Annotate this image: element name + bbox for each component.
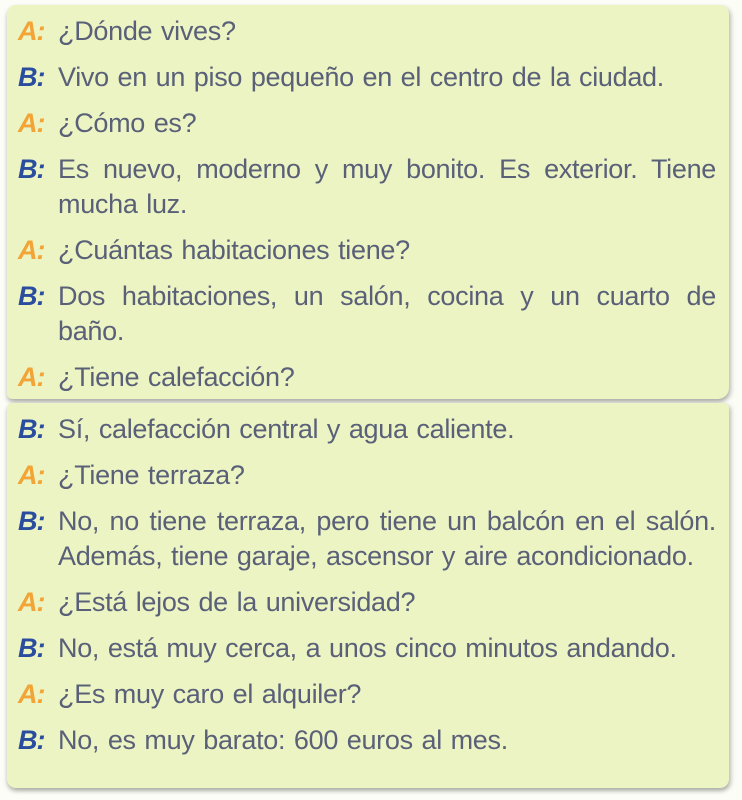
dialogue-turn [18,106,716,141]
dialogue-turn [18,631,716,666]
dialogue-turn [18,723,716,758]
turn-text: ¿Es muy caro el alquiler? [58,679,362,709]
turn-text: ¿Está lejos de la universidad? [58,587,416,617]
speaker-b-label: B: [18,281,45,311]
dialogue-turn [18,152,716,222]
speaker-b-label: B: [18,633,45,663]
speaker-b-label: B: [18,506,45,536]
dialogue-turn [18,585,716,620]
dialogue-turn [18,233,716,268]
dialogue-turn [18,677,716,712]
dialogue-turn [18,60,716,95]
turn-text: Es nuevo, moderno y muy bonito. Es exterior. Tiene mucha luz. [58,154,716,219]
turn-text: No, es muy barato: 600 euros al mes. [58,725,508,755]
speaker-a-label: A: [18,16,45,46]
turn-text: ¿Tiene terraza? [58,460,245,490]
speaker-b-label: B: [18,414,45,444]
speaker-b-label: B: [18,725,45,755]
dialogue-turn [18,360,716,395]
dialogue-turn [18,279,716,349]
speaker-a-label: A: [18,460,45,490]
turn-text: Dos habitaciones, un salón, cocina y un cuarto de baño. [58,281,716,346]
turn-text: Vivo en un piso pequeño en el centro de la ciudad. [58,62,664,92]
speaker-a-label: A: [18,108,45,138]
speaker-a-label: A: [18,235,45,265]
turn-text: No, está muy cerca, a unos cinco minutos andando. [58,633,677,663]
dialogue-card-bottom [7,403,729,788]
speaker-a-label: A: [18,362,45,392]
turn-text: ¿Tiene calefacción? [58,362,295,392]
speaker-b-label: B: [18,154,45,184]
dialogue-turn [18,412,716,447]
speaker-a-label: A: [18,679,45,709]
turn-text: Sí, calefacción central y agua caliente. [58,414,515,444]
dialogue-turn [18,458,716,493]
turn-text: No, no tiene terraza, pero tiene un balcón en el salón. Además, tiene garaje, ascensor y aire acondicionado. [58,506,716,571]
speaker-b-label: B: [18,62,45,92]
speaker-a-label: A: [18,587,45,617]
dialogue-card-top [7,5,729,399]
turn-text: ¿Dónde vives? [58,16,236,46]
dialogue-turn [18,504,716,574]
turn-text: ¿Cuántas habitaciones tiene? [58,235,410,265]
dialogue-turn [18,14,716,49]
turn-text: ¿Cómo es? [58,108,197,138]
